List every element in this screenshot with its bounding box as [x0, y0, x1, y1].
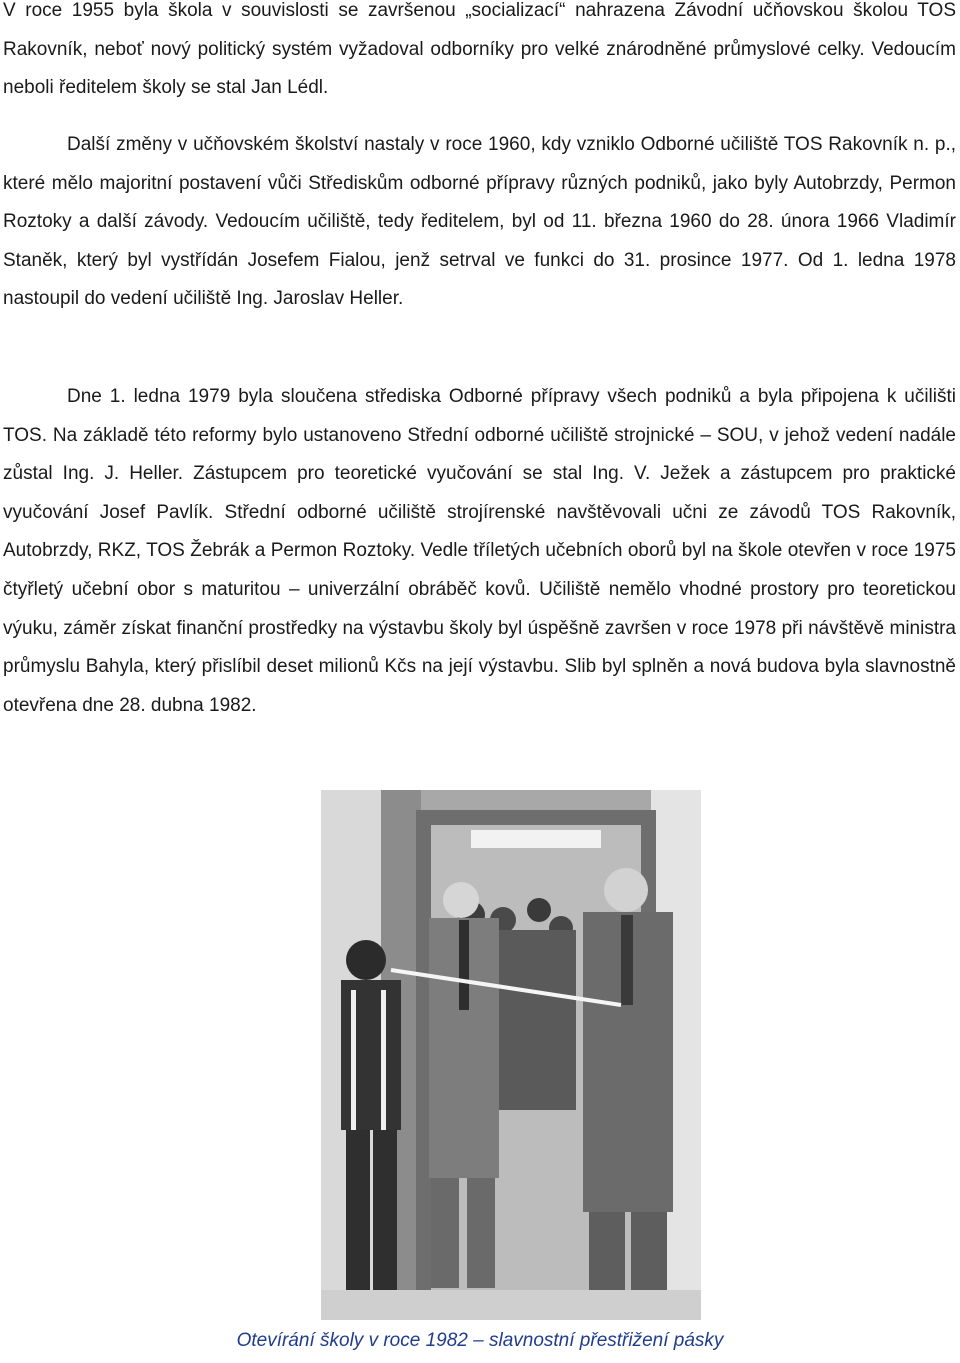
paragraph-text: Dne 1. ledna 1979 byla sloučena střediska Odborné přípravy všech podniků a byla připojena k učilišti TOS. Na základě této reformy bylo ustanoveno Střední odborné učiliště strojnické – SOU, v jehož vedení nadále zůstal Ing. J. Heller. Zástupcem pro teoretické vyučování se stal Ing. V. Ježek a zástupcem pro praktické vyučování Josef Pavlík. Střední odborné učiliště strojírenské navštěvovali učni ze závodů TOS Rakovník, Autobrzdy, RKZ, TOS Žebrák a Permon Roztoky. Vedle tříletých učebních oborů byl na škole otevřen v roce 1975 čtyřletý učební obor s maturitou – univerzální obráběč kovů. Učiliště nemělo vhodné prostory pro teoretickou výuku, záměr získat finanční prostředky na výstavbu školy byl úspěšně završen v roce 1978 při návštěvě ministra průmyslu Bahyla, který přislíbil deset milionů Kčs na její výstavbu. Slib byl splněn a nová budova byla slavnostně otevřena dne 28. dubna 1982. [3, 386, 956, 716]
paragraph-1954-1955 [3, 0, 956, 108]
ribbon-cutting-photo [321, 790, 701, 1320]
photo-caption: Otevírání školy v roce 1982 – slavnostní přestřižení pásky [236, 1330, 724, 1351]
paragraph-text: Další změny v učňovském školství nastaly v roce 1960, kdy vzniklo Odborné učiliště TOS Rakovník n. p., které mělo majoritní postavení vůči Střediskům odborné přípravy různých podniků, jako byly Autobrzdy, Permon Roztoky a další závody. Vedoucím učiliště, tedy ředitelem, byl od 11. března 1960 do 28. února 1966 Vladimír Staněk, který byl vystřídán Josefem Fialou, jenž setrval ve funkci do 31. prosince 1977. Od 1. ledna 1978 nastoupil do vedení učiliště Ing. Jaroslav Heller. [3, 134, 956, 310]
paragraph-text: V roce 1955 byla škola v souvislosti se završenou „socializací“ nahrazena Závodní učňovskou školou TOS Rakovník, neboť nový politický systém vyžadoval odborníky pro velké znárodněné průmyslové celky. Vedoucím neboli ředitelem školy se stal Jan Lédl. [3, 0, 956, 99]
paragraph-1979-1982 [3, 378, 956, 725]
paragraph-1960-1978 [3, 126, 956, 319]
